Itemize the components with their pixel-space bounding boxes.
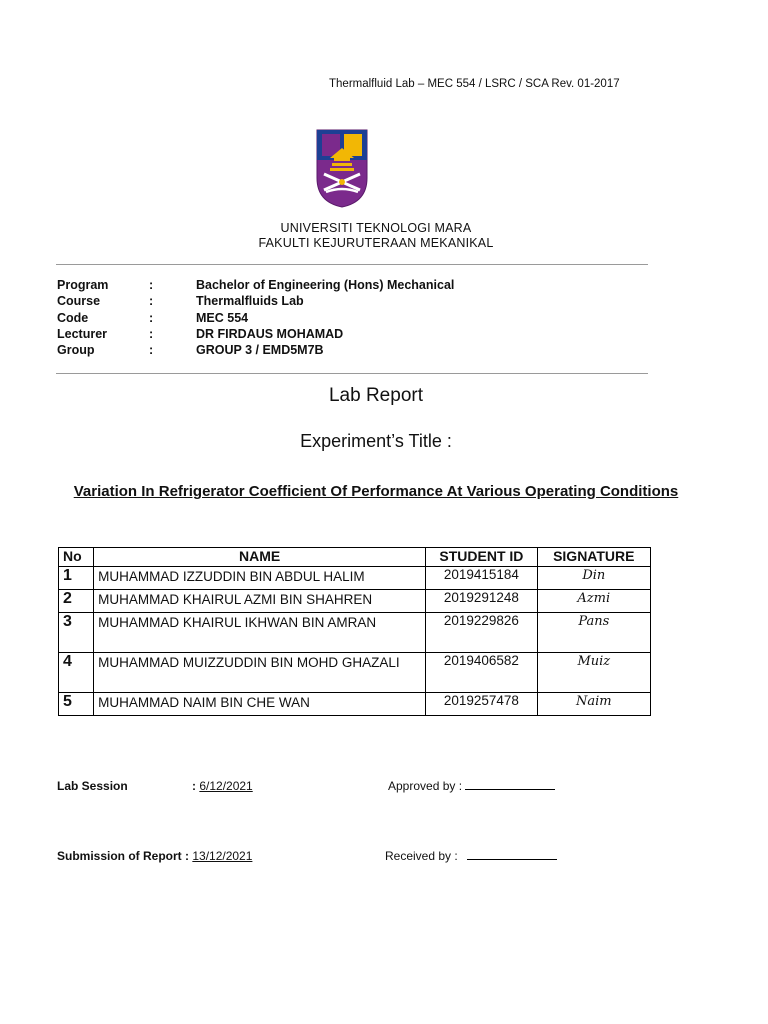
approved-by-group — [388, 779, 555, 793]
header-student-id: STUDENT ID — [426, 548, 537, 567]
report-title: Lab Report — [328, 385, 423, 406]
experiment-label: Experiment’s Title : — [300, 431, 452, 451]
info-separator: : — [149, 278, 154, 292]
member-signature — [537, 567, 650, 590]
info-label: Program — [57, 278, 109, 292]
member-signature — [537, 590, 650, 613]
member-student-id: 2019415184 — [426, 567, 537, 590]
submission-date: 13/12/2021 — [192, 849, 253, 863]
table-header-row — [59, 548, 651, 567]
signature-mark: Din — [582, 568, 606, 583]
row-number: 1 — [59, 567, 94, 590]
info-value: DR FIRDAUS MOHAMAD — [196, 326, 344, 341]
row-number: 3 — [59, 613, 94, 653]
info-row-program — [57, 278, 454, 294]
member-student-id: 2019229826 — [426, 613, 537, 653]
info-separator: : — [149, 326, 154, 341]
document-reference: Thermalfluid Lab – MEC 554 / LSRC / SCA Rev. 01-2017 — [329, 78, 620, 90]
member-name: MUHAMMAD KHAIRUL IKHWAN BIN AMRAN — [94, 613, 426, 653]
row-number: 4 — [59, 653, 94, 693]
info-value: Bachelor of Engineering (Hons) Mechanical — [196, 278, 455, 292]
divider-top — [56, 264, 648, 265]
member-name: MUHAMMAD IZZUDDIN BIN ABDUL HALIM — [94, 567, 426, 590]
info-label: Group — [57, 343, 95, 358]
table-row — [59, 590, 651, 613]
header-no: No — [59, 548, 94, 567]
lab-session-separator: : — [192, 779, 196, 793]
university-name-block — [0, 221, 752, 251]
member-name: MUHAMMAD KHAIRUL AZMI BIN SHAHREN — [94, 590, 426, 613]
row-number: 5 — [59, 693, 94, 716]
header-signature: SIGNATURE — [537, 548, 650, 567]
table-row — [59, 653, 651, 693]
member-student-id: 2019406582 — [426, 653, 537, 693]
info-row-lecturer — [57, 327, 454, 343]
info-label: Lecturer — [57, 326, 108, 341]
info-row-code — [57, 311, 454, 327]
table-row — [59, 693, 651, 716]
approved-by-label: Approved by : — [388, 779, 463, 793]
submission-group — [57, 849, 252, 863]
info-value: GROUP 3 / EMD5M7B — [196, 343, 324, 358]
received-by-group — [385, 849, 557, 863]
received-by-line — [467, 859, 557, 860]
header-name: NAME — [94, 548, 426, 567]
signature-mark: Muiz — [577, 654, 611, 669]
university-crest-logo — [316, 128, 368, 208]
lab-session-label: Lab Session — [57, 779, 128, 793]
submission-label: Submission of Report : — [57, 849, 189, 863]
group-members-table — [58, 547, 651, 716]
member-student-id: 2019257478 — [426, 693, 537, 716]
member-name: MUHAMMAD NAIM BIN CHE WAN — [94, 693, 426, 716]
signature-mark: Pans — [578, 614, 610, 629]
faculty-name: FAKULTI KEJURUTERAAN MEKANIKAL — [258, 236, 494, 250]
member-signature — [537, 613, 650, 653]
table-row — [59, 613, 651, 653]
info-row-course — [57, 294, 454, 310]
row-number: 2 — [59, 590, 94, 613]
signature-mark: Naim — [575, 694, 612, 709]
course-info-block — [57, 278, 454, 359]
info-value: MEC 554 — [196, 310, 249, 325]
university-name: UNIVERSITI TEKNOLOGI MARA — [280, 221, 472, 235]
lab-session-value-group — [192, 779, 253, 793]
experiment-title: Variation In Refrigerator Coefficient Of Performance At Various Operating Conditions — [73, 483, 679, 500]
info-label: Course — [57, 294, 101, 309]
info-row-group — [57, 343, 454, 359]
divider-bottom — [56, 373, 648, 374]
member-signature — [537, 693, 650, 716]
approved-by-line — [465, 789, 555, 790]
info-label: Code — [57, 310, 89, 325]
member-student-id: 2019291248 — [426, 590, 537, 613]
member-name: MUHAMMAD MUIZZUDDIN BIN MOHD GHAZALI — [94, 653, 426, 693]
info-value: Thermalfluids Lab — [196, 294, 304, 309]
received-by-label: Received by : — [385, 849, 458, 863]
signature-mark: Azmi — [577, 591, 611, 606]
member-signature — [537, 653, 650, 693]
lab-session-date: 6/12/2021 — [199, 779, 253, 793]
table-row — [59, 567, 651, 590]
info-separator: : — [149, 343, 154, 358]
info-separator: : — [149, 294, 154, 309]
info-separator: : — [149, 310, 154, 325]
